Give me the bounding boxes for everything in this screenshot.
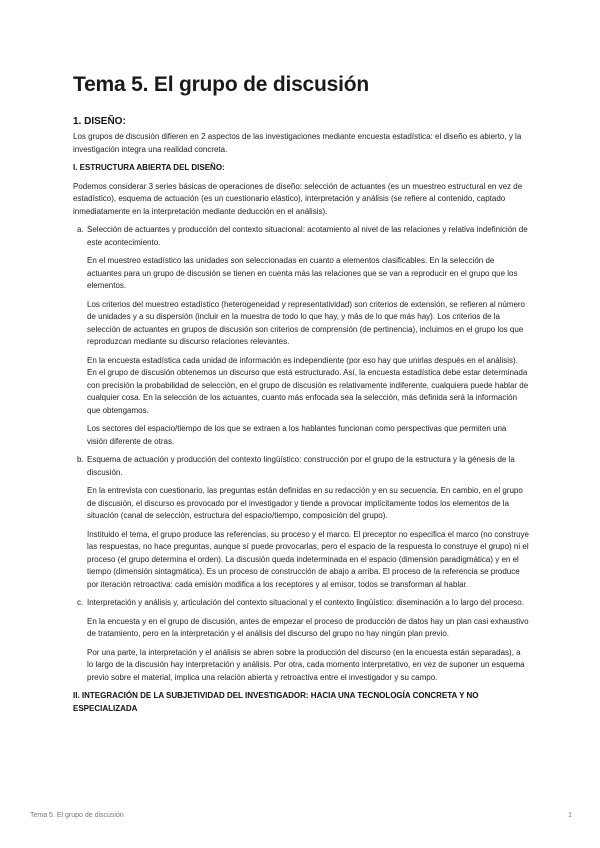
list-item-lead: Interpretación y análisis y, articulación del contexto situacional y el contexto lingüístico: diseminación a lo largo del proceso. xyxy=(87,598,524,607)
paragraph: Instituido el tema, el grupo produce las referencias, su proceso y el marco. El preceptor no especifica el marco (no construye las respuestas, no hace preguntas, aunque sí puede provocarlas, pero el espacio de la respuesta lo construye el grupo) ni el proceso (el grupo determina el orden). La discusión queda indeterminada en el espacio (dimensión paradigmática) y en el tiempo (dimensión sintagmática). Es un proceso de construcción de abajo a arriba. El proceso de la referencia se produce por iteración retroactiva: cada emisión modifica a los receptores y al emisor, todos se transforman al hablar. xyxy=(87,529,529,589)
list-item-b xyxy=(73,454,529,591)
list-marker: c. xyxy=(77,598,84,607)
subsection-intro: Podemos considerar 3 series básicas de operaciones de diseño: selección de actuantes (es un muestreo estructural en vez de estadístico), esquema de actuación (es un cuestionario elástico), interpretación y análisis (se refiere al contenido, captado inmediatamente en la interpretación mediante deducción en el análisis). xyxy=(73,181,523,216)
list-item-lead: Selección de actuantes y producción del contexto situacional: acotamiento al nivel de las relaciones y relativa indefinición de este acontecimiento. xyxy=(87,225,528,247)
document-body xyxy=(73,116,529,721)
list-marker: a. xyxy=(77,225,84,234)
paragraph: En la encuesta y en el grupo de discusión, antes de empezar el proceso de producción de datos hay un plan casi exhaustivo de tratamiento, pero en la interpretación y el análisis del discurso del grupo no hay ningún plan previo. xyxy=(87,616,529,638)
list-item-a xyxy=(73,224,529,448)
section-intro: Los grupos de discusión difieren en 2 aspectos de las investigaciones mediante encuesta estadística: el diseño es abierto, y la investigación integra una realidad concreta. xyxy=(73,132,522,154)
section-heading-diseno: 1. DISEÑO: xyxy=(73,116,126,127)
paragraph: Los criterios del muestreo estadístico (heterogeneidad y representatividad) son criterios de extensión, se refieren al número de unidades y a su dispersión (incluir en la muestra de todo lo que hay, y más de lo que más hay). Los criterios de la selección de actuantes en grupos de discusión son criterios de comprensión (de pertinencia), incluimos en el grupo los que reproduzcan mediante su discurso relaciones relevantes. xyxy=(87,299,526,346)
page-title: Tema 5. El grupo de discusión xyxy=(73,73,370,96)
list-marker: b. xyxy=(77,455,84,464)
paragraph: Los sectores del espacio/tiempo de los que se extraen a los hablantes funcionan como perspectivas que permiten una visión diferente de otras. xyxy=(87,424,507,446)
footer-title: Tema 5. El grupo de discusión xyxy=(30,812,124,819)
paragraph: Por una parte, la interpretación y el análisis se abren sobre la producción del discurso (en la encuesta están separadas), a lo largo de la discusión hay interpretación y análisis. Por otra, cada momento interpretativo, en vez de suponer un esquema previo sobre el material, implica una relación abierta y retroactiva entre el investigador y su campo. xyxy=(87,647,525,682)
list-item-c xyxy=(73,597,529,684)
paragraph: En la encuesta estadística cada unidad de información es independiente (por eso hay que unirlas después en el análisis). En el grupo de discusión obtenemos un discurso que está estructurado. Así, la encuesta estadística debe estar determinada con precisión la probabilidad de selección, en el grupo de discusión es relativamente indiferente, cualquiera puede hablar de cualquier cosa. En la selección de los actuantes, cuanto más enfocada sea la selección, más definida será la información que obtengamos. xyxy=(87,355,529,415)
subsection-heading-integracion: II. INTEGRACIÓN DE LA SUBJETIVIDAD DEL INVESTIGADOR: HACIA UNA TECNOLOGÍA CONCRETA Y NO ESPECIALIZADA xyxy=(73,691,479,713)
paragraph: En el muestreo estadístico las unidades son seleccionadas en cuanto a elementos clasificables. En la selección de actuantes para un grupo de discusión se tienen en cuenta más las relaciones que se van a reproducir en el grupo que los elementos. xyxy=(87,256,518,290)
paragraph: En la entrevista con cuestionario, las preguntas están definidas en su redacción y en su secuencia. En cambio, en el grupo de discusión, el discurso es provocado por el investigador y tiende a provocar implícitamente todos los elementos de la situación (canal de selección, estructura del espacio/tiempo, composición del grupo). xyxy=(87,486,523,520)
page-number: 1 xyxy=(568,812,572,819)
list-item-lead: Esquema de actuación y producción del contexto lingüístico: construcción por el grupo de la estructura y la génesis de la discusión. xyxy=(87,455,515,477)
subsection-heading-estructura: I. ESTRUCTURA ABIERTA DEL DISEÑO: xyxy=(73,163,225,172)
